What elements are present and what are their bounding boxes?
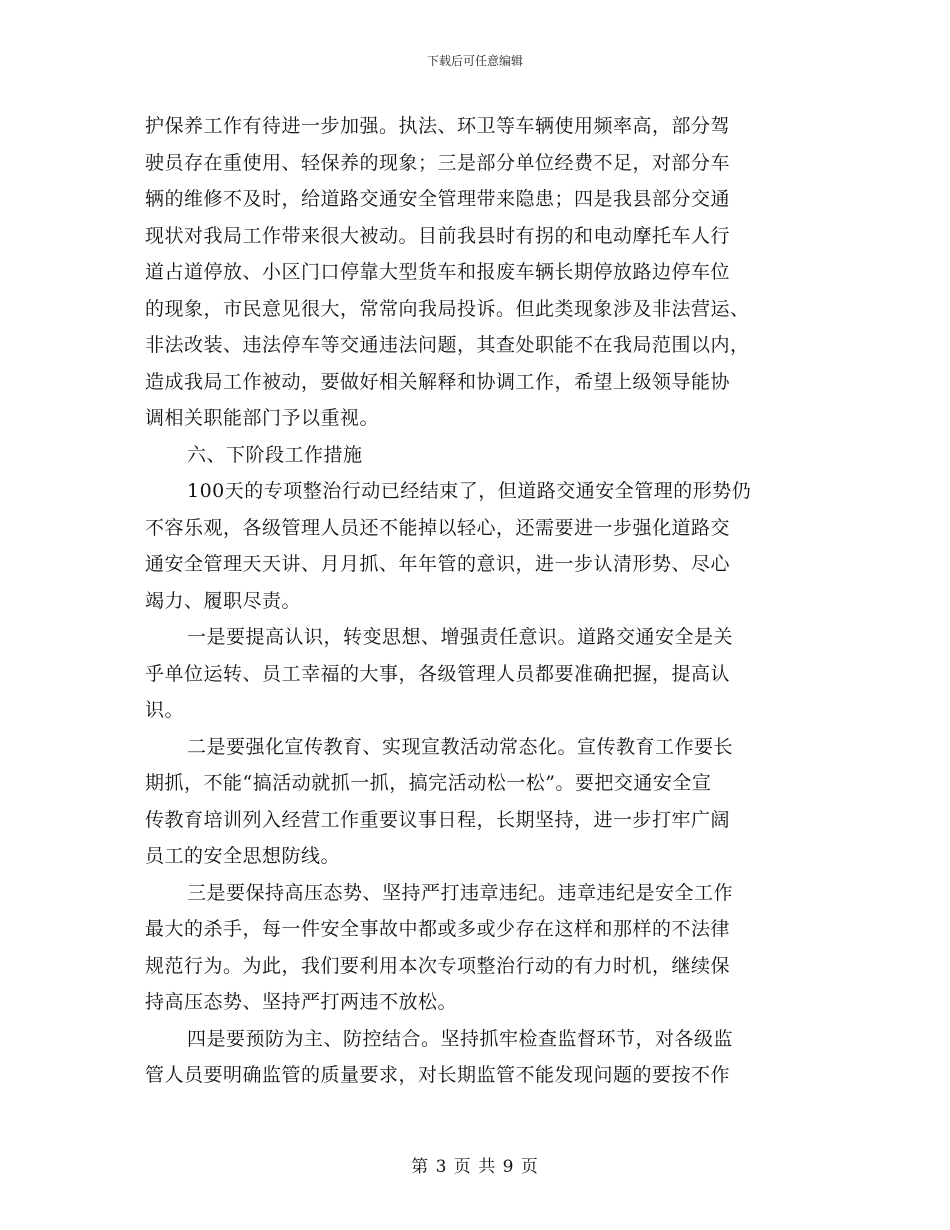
text-line: 最大的杀手，每一件安全事故中都或多或少存在这样和那样的不法律 <box>145 918 731 940</box>
text-line: 非法改装、违法停车等交通违法问题，其查处职能不在我局范围以内， <box>145 334 750 356</box>
text-line: 100天的专项整治行动已经结束了，但道路交通安全管理的形势仍 <box>187 480 752 502</box>
text-line: 一是要提高认识，转变思想、增强责任意识。道路交通安全是关 <box>187 626 734 648</box>
text-line: 道占道停放、小区门口停靠大型货车和报废车辆长期停放路边停车位 <box>145 261 731 283</box>
text-line: 六、下阶段工作措施 <box>187 443 363 466</box>
text-line: 员工的安全思想防线。 <box>145 845 341 867</box>
text-line: 管人员要明确监管的质量要求，对长期监管不能发现问题的要按不作 <box>145 1064 731 1086</box>
text-line: 不容乐观，各级管理人员还不能掉以轻心，还需要进一步强化道路交 <box>145 516 731 539</box>
text-line: 识。 <box>145 699 185 721</box>
text-line: 四是要预防为主、防控结合。坚持抓牢检查监督环节，对各级监 <box>187 1027 734 1050</box>
text-line: 期抓，不能“搞活动就抓一抓，搞完活动松一松”。要把交通安全宣 <box>145 772 712 794</box>
text-line: 规范行为。为此，我们要利用本次专项整治行动的有力时机，继续保 <box>145 954 731 977</box>
text-line: 的现象，市民意见很大，常常向我局投诉。但此类现象涉及非法营运、 <box>145 297 750 320</box>
page-number-footer: 第 3 页 共 9 页 <box>411 1157 539 1177</box>
text-line: 持高压态势、坚持严打两违不放松。 <box>145 991 458 1013</box>
text-line: 乎单位运转、员工幸福的大事，各级管理人员都要准确把握，提高认 <box>145 662 731 685</box>
text-line: 竭力、履职尽责。 <box>145 589 302 612</box>
text-line: 传教育培训列入经营工作重要议事日程，长期坚持，进一步打牢广阔 <box>145 808 731 831</box>
text-line: 辆的维修不及时，给道路交通安全管理带来隐患；四是我县部分交通 <box>145 188 731 210</box>
text-line: 护保养工作有待进一步加强。执法、环卫等车辆使用频率高，部分驾 <box>145 115 731 137</box>
text-line: 通安全管理天天讲、月月抓、年年管的意识，进一步认清形势、尽心 <box>145 553 731 575</box>
text-line: 驶员存在重使用、轻保养的现象；三是部分单位经费不足，对部分车 <box>145 151 731 174</box>
text-line: 现状对我局工作带来很大被动。目前我县时有拐的和电动摩托车人行 <box>145 224 731 247</box>
text-line: 三是要保持高压态势、坚持严打违章违纪。违章违纪是安全工作 <box>187 881 734 904</box>
text-line: 造成我局工作被动，要做好相关解释和协调工作，希望上级领导能协 <box>145 370 731 393</box>
page-header: 下载后可任意编辑 <box>426 54 523 68</box>
document-body <box>145 108 807 1094</box>
text-line: 二是要强化宣传教育、实现宣教活动常态化。宣传教育工作要长 <box>187 735 734 758</box>
text-line: 调相关职能部门予以重视。 <box>145 407 380 429</box>
